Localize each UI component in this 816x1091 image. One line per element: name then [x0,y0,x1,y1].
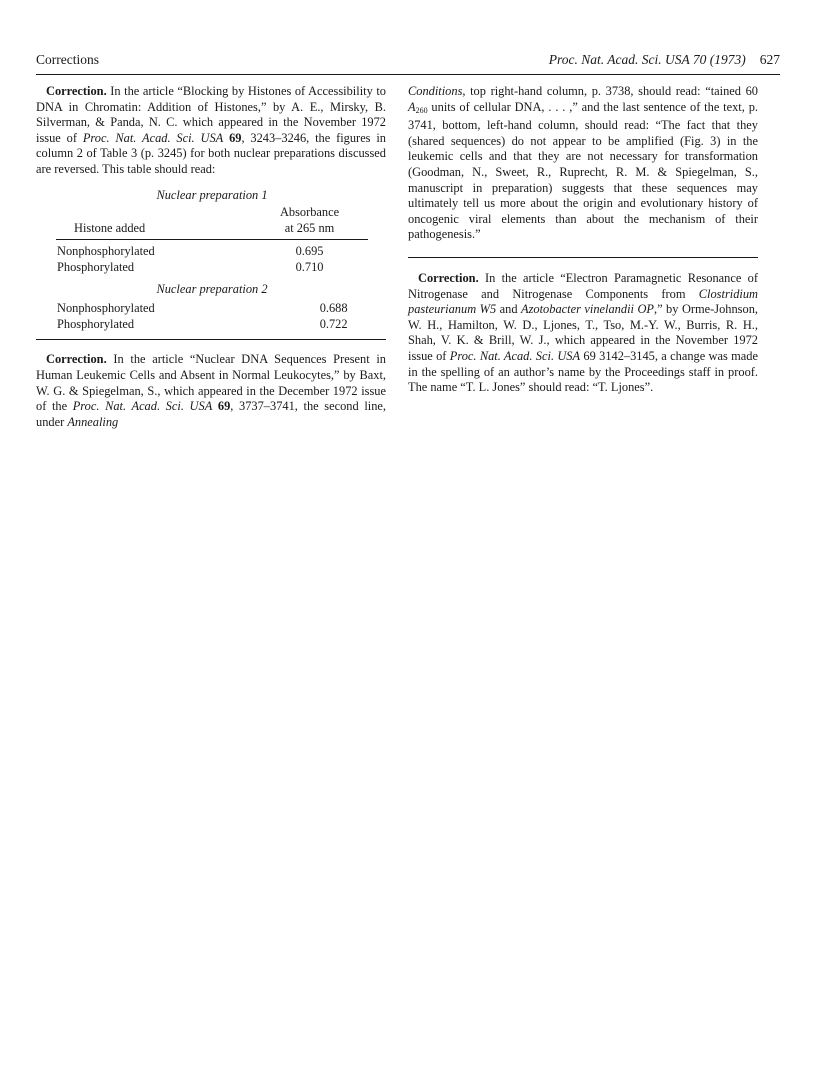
correction-nitrogenase: Correction. In the article “Electron Paramagnetic Resonance of Nitrogenase and Nitrogenase Components from Clostridium pasteurianum W5 and Azotobacter vinelandii OP,” by Orme-Johnson, W. H., Hamilton, W. D., Ljones, T., Tso, M.-Y. W., Burris, R. H., Shah, V. K. & Brill, W. J., which appeared in the November 1972 issue of Proc. Nat. Acad. Sci. USA 69 3142–3145, a change was made in the spelling of an author’s name by the Proceedings staff in proof. The name “T. L. Jones” should read: “T. Ljones”. [408,270,758,395]
running-header [36,52,780,70]
header-rule [36,74,780,75]
correction-histones: Correction. In the article “Blocking by Histones of Accessibility to DNA in Chromatin: Addition of Histones,” by A. E., Mirsky, B. Silverman, & Panda, N. C. which appeared in the November 1972 issue of Proc. Nat. Acad. Sci. USA 69, 3243–3246, the figures in column 2 of Table 3 (p. 3245) for both nuclear preparations discussed are reversed. This table should read: [36,84,386,176]
col-histone-header: Histone added [56,205,251,240]
page-number: 627 [759,52,780,67]
prep1-title: Nuclear preparation 1 [156,187,268,202]
correction-leukemic-continued: Conditions, top right-hand column, p. 3738, should read: “tained 60 $A_{260}$ units of cellular DNA, . . . ,” and the last sentence of the text, p. 3741, bottom, left-hand column, should read: “The fact that they (shared sequences) do not appear to be amplified (Fig. 3) in the leukemic cells and that they are not necessary for transformation (Goodman, N., Sweet, R., Ruprecht, R. M. & Spiegelman, S., manuscript in preparation) suggests that these sequences may ultimately tell us more about the origin and evolutionary history of oncogenic viral elements than about the mechanism of their pathogenesis.” [408,84,758,242]
table-row: Nonphosphorylated 0.695 [57,244,324,259]
journal-name: Proc. Nat. Acad. Sci. USA 70 (1973) [548,52,746,67]
correction-lead: Correction. [46,352,107,367]
col-absorbance-header: Absorbance at 265 nm [251,205,368,240]
section-divider [36,339,386,340]
absorbance-table [56,188,386,333]
section-title: Corrections [36,52,99,67]
correction-lead: Correction. [46,84,107,98]
correction-leukemic: Correction. In the article “Nuclear DNA Sequences Present in Human Leukemic Cells and Absent in Normal Leukocytes,” by Baxt, W. G. & Spiegelman, S., which appeared in the December 1972 issue of the Proc. Nat. Acad. Sci. USA 69, 3737–3741, the second line, under Annealing [36,352,386,429]
prep2-title: Nuclear preparation 2 [156,281,268,296]
table-row: Nonphosphorylated 0.688 [57,301,348,316]
table-header [56,205,368,240]
table-row: Phosphorylated 0.722 [57,316,348,331]
right-column [408,84,758,396]
table-row: Phosphorylated 0.710 [57,259,324,274]
left-column [36,84,386,430]
section-divider [408,257,758,258]
journal-citation [549,52,780,68]
correction-lead: Correction. [418,270,479,285]
